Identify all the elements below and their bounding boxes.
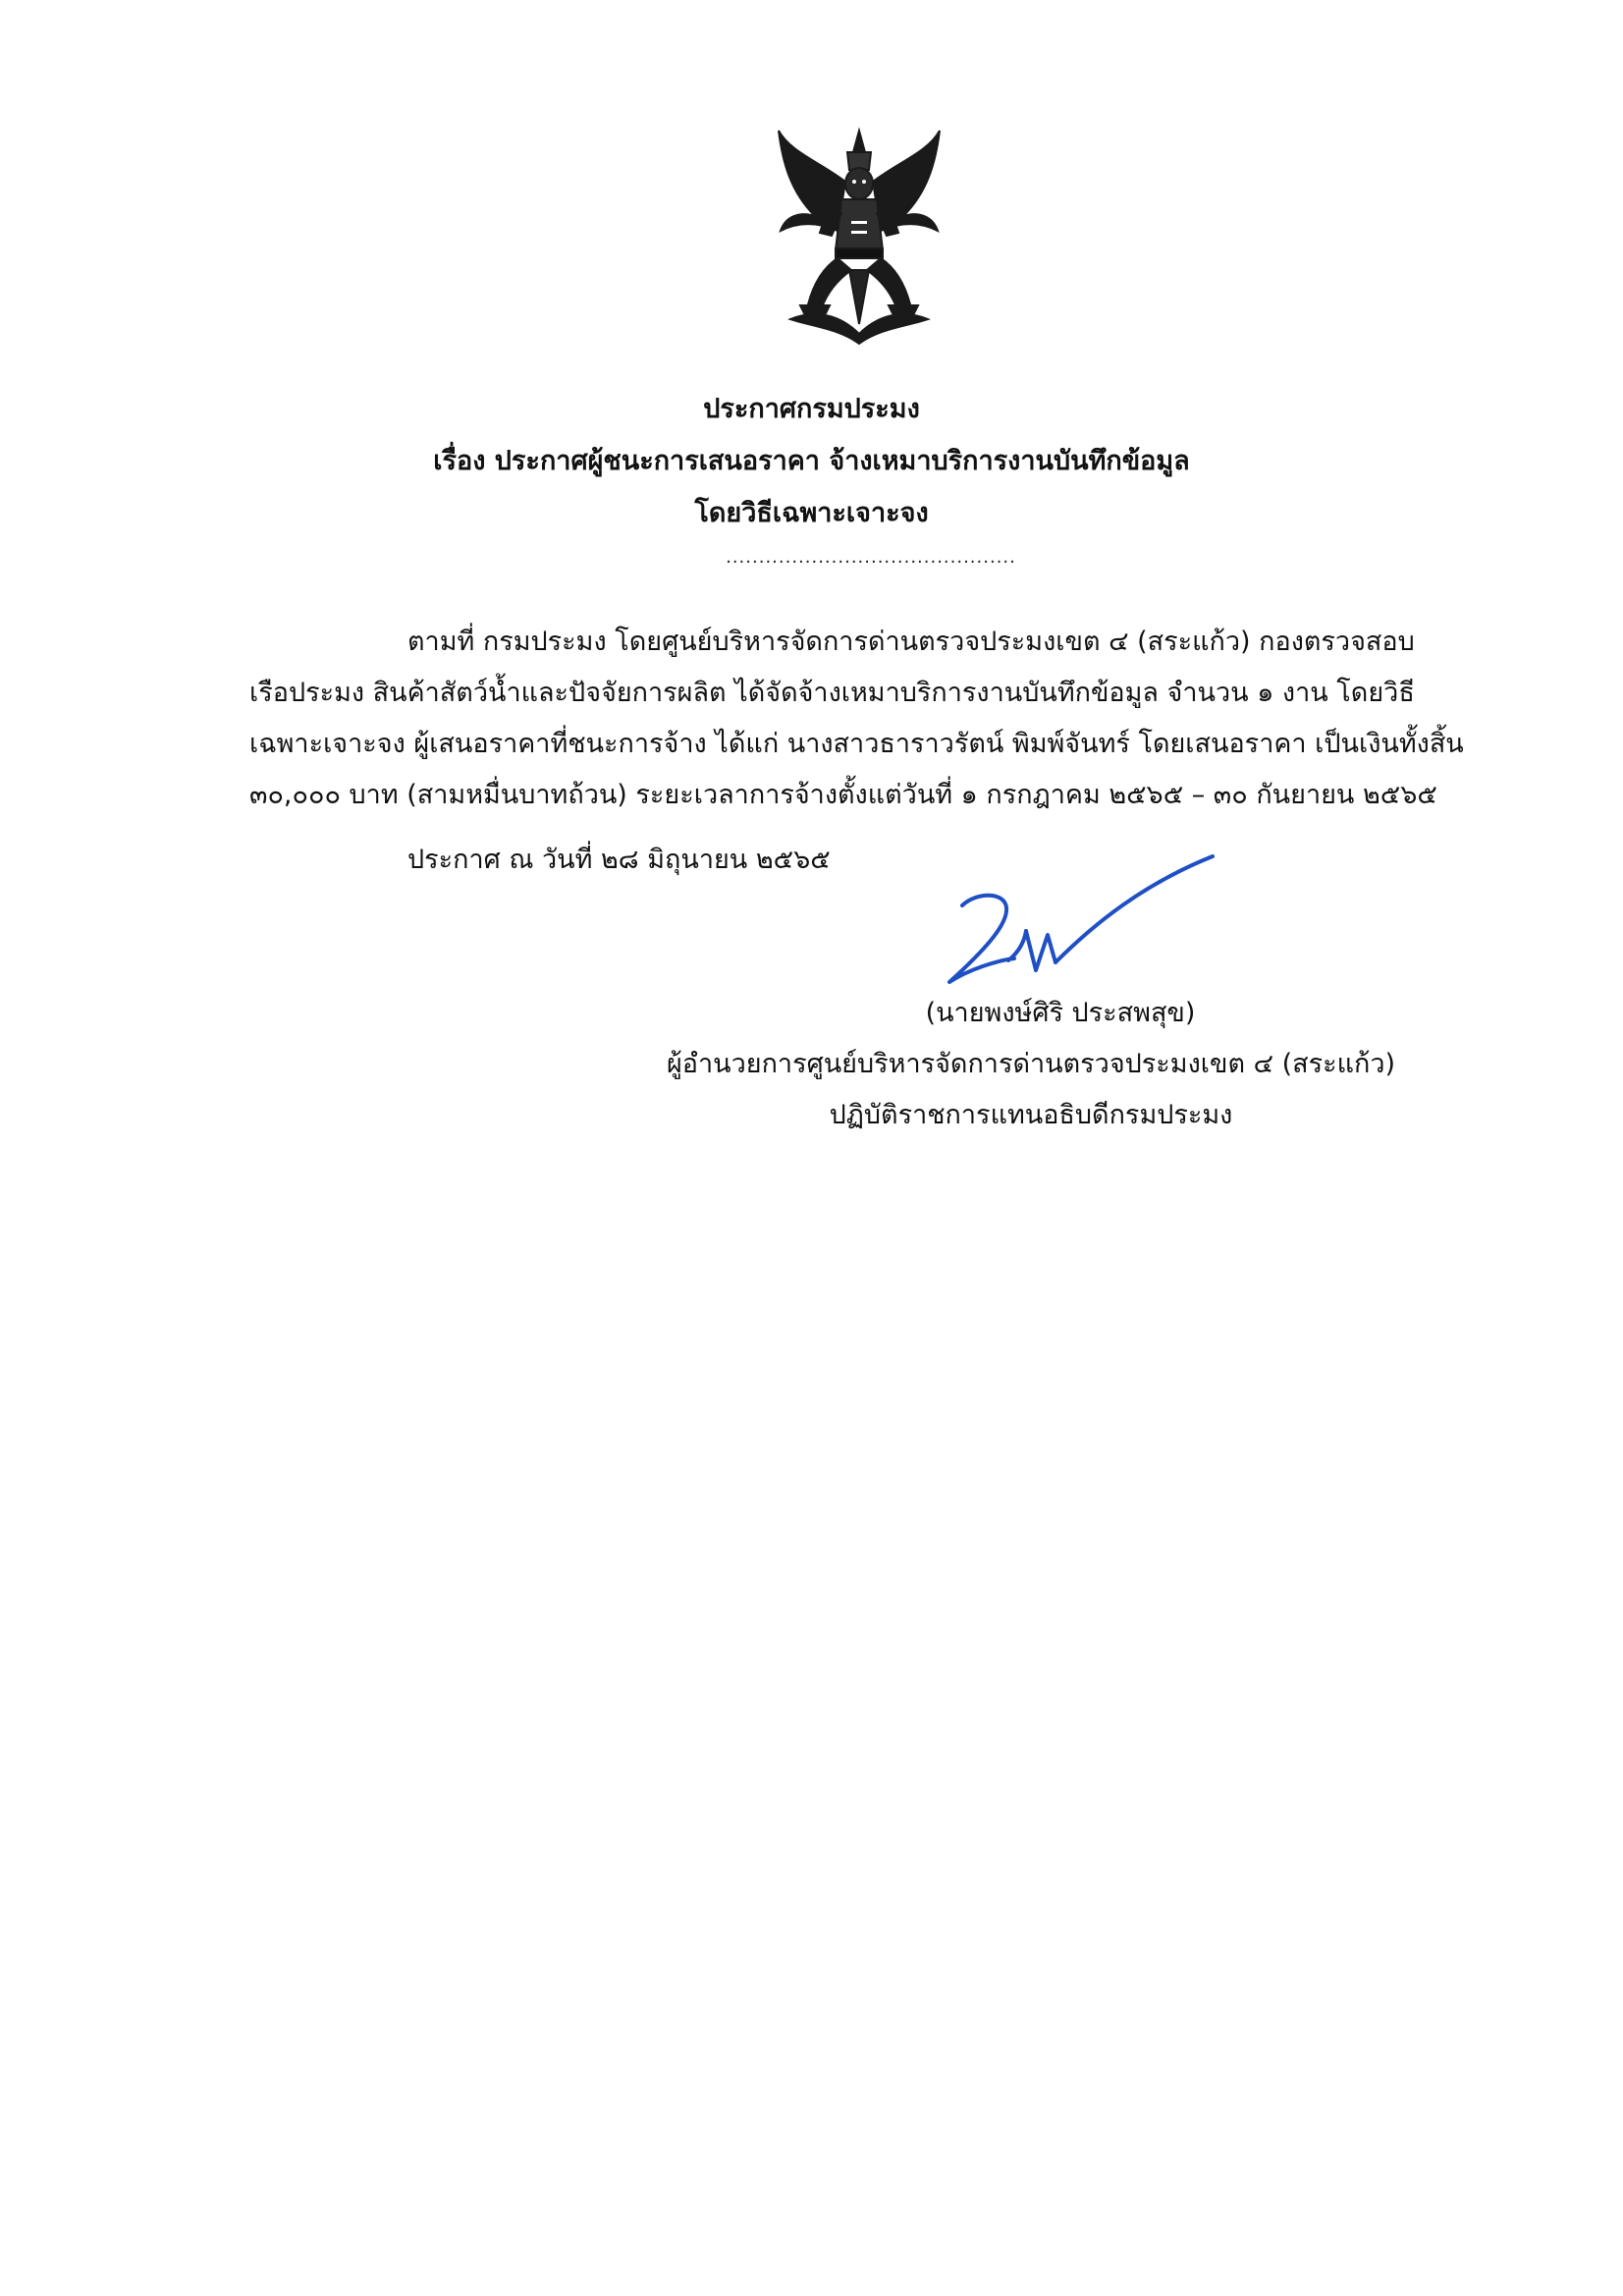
signatory-acting-role: ปฏิบัติราชการแทนอธิบดีกรมประมง bbox=[829, 1100, 1233, 1130]
handwritten-signature bbox=[928, 845, 1222, 1002]
procurement-method: โดยวิธีเฉพาะเจาะจง bbox=[694, 498, 929, 528]
body-paragraph-line-4: ๓๐,๐๐๐ บาท (สามหมื่นบาทถ้วน) ระยะเวลาการจ้างตั้งแต่วันที่ ๑ กรกฎาคม ๒๕๖๕ – ๓๐ กันยายน ๒๕๖๕ bbox=[249, 780, 1437, 810]
garuda-emblem-icon bbox=[761, 123, 957, 349]
announcement-date: ประกาศ ณ วันที่ ๒๘ มิถุนายน ๒๕๖๕ bbox=[407, 845, 831, 875]
body-paragraph-line-3: เฉพาะเจาะจง ผู้เสนอราคาที่ชนะการจ้าง ได้แก่ นางสาวธาราวรัตน์ พิมพ์จันทร์ โดยเสนอราคา เป็นเงินทั้งสิ้น bbox=[249, 729, 1464, 759]
signatory-position: ผู้อำนวยการศูนย์บริหารจัดการด่านตรวจประมงเขต ๔ (สระแก้ว) bbox=[666, 1049, 1396, 1079]
body-paragraph-line-2: เรือประมง สินค้าสัตว์น้ำและปัจจัยการผลิต ได้จัดจ้างเหมาบริการงานบันทึกข้อมูล จำนวน ๑ งาน โดยวิธี bbox=[249, 678, 1415, 708]
announcement-subject: เรื่อง ประกาศผู้ชนะการเสนอราคา จ้างเหมาบริการงานบันทึกข้อมูล bbox=[433, 446, 1190, 476]
divider: ............................................ bbox=[726, 547, 1016, 568]
body-paragraph-line-1: ตามที่ กรมประมง โดยศูนย์บริหารจัดการด่านตรวจประมงเขต ๔ (สระแก้ว) กองตรวจสอบ bbox=[407, 627, 1415, 657]
announcement-title: ประกาศกรมประมง bbox=[703, 394, 920, 424]
signatory-name: (นายพงษ์ศิริ ประสพสุข) bbox=[925, 998, 1196, 1028]
